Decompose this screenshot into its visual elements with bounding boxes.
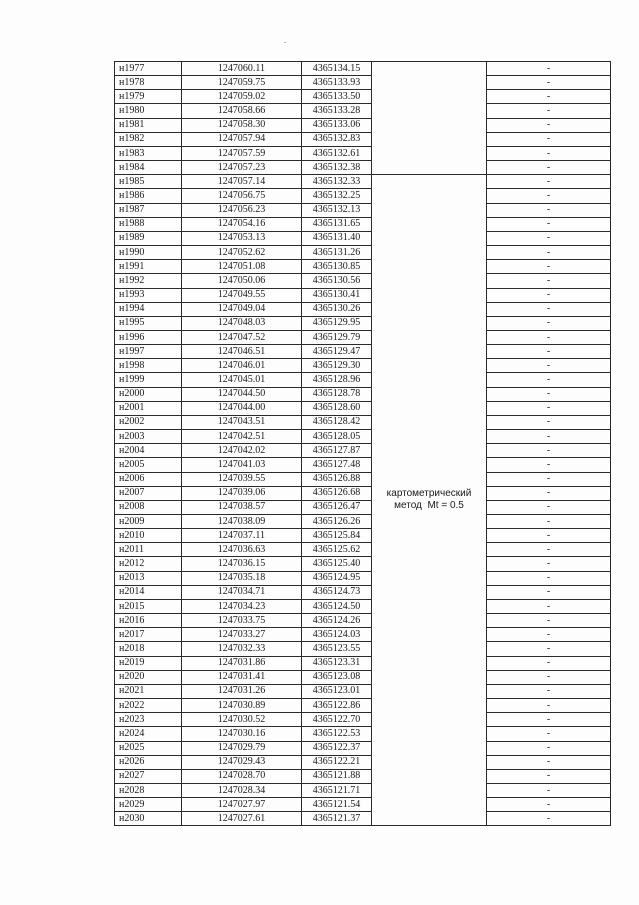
table-row [115, 741, 611, 755]
x-coordinate-cell: 1247058.66 [182, 104, 302, 118]
x-coordinate-cell: 1247035.18 [182, 571, 302, 585]
x-coordinate-cell: 1247038.09 [182, 515, 302, 529]
description-dash-cell: - [487, 458, 611, 472]
y-coordinate-cell: 4365132.13 [302, 203, 372, 217]
y-coordinate-cell: 4365131.40 [302, 231, 372, 245]
x-coordinate-cell: 1247050.06 [182, 274, 302, 288]
point-id-cell: н1995 [115, 316, 182, 330]
description-dash-cell: - [487, 359, 611, 373]
y-coordinate-cell: 4365130.85 [302, 260, 372, 274]
point-id-cell: н2028 [115, 783, 182, 797]
x-coordinate-cell: 1247049.04 [182, 302, 302, 316]
point-id-cell: н2024 [115, 727, 182, 741]
y-coordinate-cell: 4365123.01 [302, 684, 372, 698]
x-coordinate-cell: 1247057.23 [182, 161, 302, 175]
table-row [115, 288, 611, 302]
description-dash-cell: - [487, 316, 611, 330]
table-row [115, 486, 611, 500]
x-coordinate-cell: 1247045.01 [182, 373, 302, 387]
y-coordinate-cell: 4365133.93 [302, 76, 372, 90]
x-coordinate-cell: 1247051.08 [182, 260, 302, 274]
point-id-cell: н1992 [115, 274, 182, 288]
point-id-cell: н2016 [115, 614, 182, 628]
table-row [115, 302, 611, 316]
point-id-cell: н1982 [115, 132, 182, 146]
table-row [115, 387, 611, 401]
y-coordinate-cell: 4365125.40 [302, 557, 372, 571]
table-row [115, 373, 611, 387]
y-coordinate-cell: 4365122.70 [302, 713, 372, 727]
description-dash-cell: - [487, 302, 611, 316]
y-coordinate-cell: 4365122.86 [302, 699, 372, 713]
description-dash-cell: - [487, 345, 611, 359]
point-id-cell: н1981 [115, 118, 182, 132]
x-coordinate-cell: 1247044.00 [182, 401, 302, 415]
table-row [115, 755, 611, 769]
description-dash-cell: - [487, 62, 611, 76]
y-coordinate-cell: 4365132.33 [302, 175, 372, 189]
table-row [115, 472, 611, 486]
y-coordinate-cell: 4365129.79 [302, 330, 372, 344]
description-dash-cell: - [487, 599, 611, 613]
x-coordinate-cell: 1247033.75 [182, 614, 302, 628]
point-id-cell: н2009 [115, 515, 182, 529]
accuracy-method-cell [372, 175, 487, 826]
table-row [115, 203, 611, 217]
coordinates-table [114, 61, 611, 826]
point-id-cell: н2030 [115, 812, 182, 826]
x-coordinate-cell: 1247048.03 [182, 316, 302, 330]
description-dash-cell: - [487, 373, 611, 387]
table-row [115, 614, 611, 628]
y-coordinate-cell: 4365121.71 [302, 783, 372, 797]
table-row [115, 783, 611, 797]
y-coordinate-cell: 4365122.21 [302, 755, 372, 769]
y-coordinate-cell: 4365130.41 [302, 288, 372, 302]
point-id-cell: н2012 [115, 557, 182, 571]
x-coordinate-cell: 1247044.50 [182, 387, 302, 401]
point-id-cell: н1983 [115, 146, 182, 160]
y-coordinate-cell: 4365133.50 [302, 90, 372, 104]
description-dash-cell: - [487, 231, 611, 245]
description-dash-cell: - [487, 515, 611, 529]
x-coordinate-cell: 1247057.59 [182, 146, 302, 160]
x-coordinate-cell: 1247057.94 [182, 132, 302, 146]
x-coordinate-cell: 1247039.55 [182, 472, 302, 486]
description-dash-cell: - [487, 486, 611, 500]
table-row [115, 62, 611, 76]
y-coordinate-cell: 4365126.88 [302, 472, 372, 486]
y-coordinate-cell: 4365126.68 [302, 486, 372, 500]
table-row [115, 812, 611, 826]
table-row [115, 316, 611, 330]
y-coordinate-cell: 4365124.26 [302, 614, 372, 628]
y-coordinate-cell: 4365124.73 [302, 585, 372, 599]
description-dash-cell: - [487, 132, 611, 146]
x-coordinate-cell: 1247052.62 [182, 246, 302, 260]
accuracy-method-cell-empty [372, 62, 487, 175]
y-coordinate-cell: 4365123.31 [302, 656, 372, 670]
point-id-cell: н2014 [115, 585, 182, 599]
description-dash-cell: - [487, 217, 611, 231]
table-row [115, 231, 611, 245]
x-coordinate-cell: 1247036.15 [182, 557, 302, 571]
point-id-cell: н1994 [115, 302, 182, 316]
description-dash-cell: - [487, 161, 611, 175]
table-row [115, 274, 611, 288]
table-row [115, 430, 611, 444]
y-coordinate-cell: 4365129.30 [302, 359, 372, 373]
point-id-cell: н2007 [115, 486, 182, 500]
x-coordinate-cell: 1247043.51 [182, 415, 302, 429]
x-coordinate-cell: 1247053.13 [182, 231, 302, 245]
description-dash-cell: - [487, 260, 611, 274]
point-id-cell: н2003 [115, 430, 182, 444]
table-row [115, 571, 611, 585]
x-coordinate-cell: 1247056.75 [182, 189, 302, 203]
table-row [115, 585, 611, 599]
description-dash-cell: - [487, 415, 611, 429]
x-coordinate-cell: 1247027.61 [182, 812, 302, 826]
table-row [115, 628, 611, 642]
table-row [115, 415, 611, 429]
table-row [115, 217, 611, 231]
table-row [115, 104, 611, 118]
description-dash-cell: - [487, 571, 611, 585]
description-dash-cell: - [487, 585, 611, 599]
description-dash-cell: - [487, 699, 611, 713]
point-id-cell: н1988 [115, 217, 182, 231]
description-dash-cell: - [487, 812, 611, 826]
table-row [115, 599, 611, 613]
description-dash-cell: - [487, 741, 611, 755]
description-dash-cell: - [487, 713, 611, 727]
description-dash-cell: - [487, 529, 611, 543]
table-row [115, 699, 611, 713]
point-id-cell: н1979 [115, 90, 182, 104]
y-coordinate-cell: 4365125.84 [302, 529, 372, 543]
point-id-cell: н1986 [115, 189, 182, 203]
y-coordinate-cell: 4365128.05 [302, 430, 372, 444]
table-row [115, 345, 611, 359]
table-row [115, 161, 611, 175]
x-coordinate-cell: 1247059.75 [182, 76, 302, 90]
table-row [115, 798, 611, 812]
table-row [115, 189, 611, 203]
table-row [115, 260, 611, 274]
point-id-cell: н2000 [115, 387, 182, 401]
y-coordinate-cell: 4365132.61 [302, 146, 372, 160]
x-coordinate-cell: 1247029.43 [182, 755, 302, 769]
description-dash-cell: - [487, 246, 611, 260]
description-dash-cell: - [487, 755, 611, 769]
table-row [115, 330, 611, 344]
x-coordinate-cell: 1247031.86 [182, 656, 302, 670]
scan-speck [284, 42, 286, 43]
description-dash-cell: - [487, 472, 611, 486]
y-coordinate-cell: 4365121.37 [302, 812, 372, 826]
table-row [115, 515, 611, 529]
table-row [115, 359, 611, 373]
x-coordinate-cell: 1247031.41 [182, 670, 302, 684]
point-id-cell: н2010 [115, 529, 182, 543]
y-coordinate-cell: 4365132.25 [302, 189, 372, 203]
description-dash-cell: - [487, 430, 611, 444]
point-id-cell: н2020 [115, 670, 182, 684]
description-dash-cell: - [487, 727, 611, 741]
description-dash-cell: - [487, 76, 611, 90]
point-id-cell: н2005 [115, 458, 182, 472]
description-dash-cell: - [487, 118, 611, 132]
x-coordinate-cell: 1247030.52 [182, 713, 302, 727]
description-dash-cell: - [487, 203, 611, 217]
y-coordinate-cell: 4365128.60 [302, 401, 372, 415]
point-id-cell: н2018 [115, 642, 182, 656]
description-dash-cell: - [487, 614, 611, 628]
point-id-cell: н2027 [115, 769, 182, 783]
y-coordinate-cell: 4365130.26 [302, 302, 372, 316]
table-row [115, 656, 611, 670]
point-id-cell: н1987 [115, 203, 182, 217]
table-row [115, 529, 611, 543]
description-dash-cell: - [487, 175, 611, 189]
point-id-cell: н2011 [115, 543, 182, 557]
table-row [115, 713, 611, 727]
table-row [115, 146, 611, 160]
point-id-cell: н2015 [115, 599, 182, 613]
table-row [115, 727, 611, 741]
point-id-cell: н2022 [115, 699, 182, 713]
description-dash-cell: - [487, 642, 611, 656]
table-row [115, 118, 611, 132]
y-coordinate-cell: 4365133.28 [302, 104, 372, 118]
point-id-cell: н1998 [115, 359, 182, 373]
y-coordinate-cell: 4365124.95 [302, 571, 372, 585]
x-coordinate-cell: 1247028.34 [182, 783, 302, 797]
point-id-cell: н1996 [115, 330, 182, 344]
y-coordinate-cell: 4365127.48 [302, 458, 372, 472]
x-coordinate-cell: 1247032.33 [182, 642, 302, 656]
y-coordinate-cell: 4365121.88 [302, 769, 372, 783]
table-row [115, 175, 611, 189]
x-coordinate-cell: 1247037.11 [182, 529, 302, 543]
point-id-cell: н1991 [115, 260, 182, 274]
point-id-cell: н1978 [115, 76, 182, 90]
description-dash-cell: - [487, 387, 611, 401]
point-id-cell: н2001 [115, 401, 182, 415]
point-id-cell: н2021 [115, 684, 182, 698]
point-id-cell: н1993 [115, 288, 182, 302]
point-id-cell: н1980 [115, 104, 182, 118]
y-coordinate-cell: 4365130.56 [302, 274, 372, 288]
y-coordinate-cell: 4365121.54 [302, 798, 372, 812]
point-id-cell: н2006 [115, 472, 182, 486]
description-dash-cell: - [487, 670, 611, 684]
point-id-cell: н2026 [115, 755, 182, 769]
point-id-cell: н2019 [115, 656, 182, 670]
point-id-cell: н1990 [115, 246, 182, 260]
point-id-cell: н2025 [115, 741, 182, 755]
description-dash-cell: - [487, 543, 611, 557]
y-coordinate-cell: 4365133.06 [302, 118, 372, 132]
x-coordinate-cell: 1247057.14 [182, 175, 302, 189]
x-coordinate-cell: 1247038.57 [182, 500, 302, 514]
description-dash-cell: - [487, 656, 611, 670]
point-id-cell: н1989 [115, 231, 182, 245]
x-coordinate-cell: 1247029.79 [182, 741, 302, 755]
x-coordinate-cell: 1247058.30 [182, 118, 302, 132]
table-row [115, 444, 611, 458]
description-dash-cell: - [487, 500, 611, 514]
table-row [115, 642, 611, 656]
table-row [115, 458, 611, 472]
y-coordinate-cell: 4365131.26 [302, 246, 372, 260]
x-coordinate-cell: 1247031.26 [182, 684, 302, 698]
table-row [115, 670, 611, 684]
table-row [115, 90, 611, 104]
y-coordinate-cell: 4365134.15 [302, 62, 372, 76]
x-coordinate-cell: 1247042.02 [182, 444, 302, 458]
y-coordinate-cell: 4365127.87 [302, 444, 372, 458]
point-id-cell: н2008 [115, 500, 182, 514]
table-row [115, 543, 611, 557]
y-coordinate-cell: 4365128.96 [302, 373, 372, 387]
x-coordinate-cell: 1247027.97 [182, 798, 302, 812]
point-id-cell: н1999 [115, 373, 182, 387]
description-dash-cell: - [487, 798, 611, 812]
description-dash-cell: - [487, 189, 611, 203]
table-row [115, 401, 611, 415]
method-label-line2: метод Mt = 0.5 [394, 500, 464, 512]
description-dash-cell: - [487, 274, 611, 288]
x-coordinate-cell: 1247041.03 [182, 458, 302, 472]
x-coordinate-cell: 1247030.16 [182, 727, 302, 741]
x-coordinate-cell: 1247046.51 [182, 345, 302, 359]
table-row [115, 500, 611, 514]
x-coordinate-cell: 1247042.51 [182, 430, 302, 444]
x-coordinate-cell: 1247060.11 [182, 62, 302, 76]
description-dash-cell: - [487, 444, 611, 458]
x-coordinate-cell: 1247036.63 [182, 543, 302, 557]
y-coordinate-cell: 4365126.26 [302, 515, 372, 529]
y-coordinate-cell: 4365122.53 [302, 727, 372, 741]
y-coordinate-cell: 4365128.78 [302, 387, 372, 401]
y-coordinate-cell: 4365122.37 [302, 741, 372, 755]
point-id-cell: н2002 [115, 415, 182, 429]
y-coordinate-cell: 4365123.55 [302, 642, 372, 656]
x-coordinate-cell: 1247030.89 [182, 699, 302, 713]
description-dash-cell: - [487, 90, 611, 104]
x-coordinate-cell: 1247028.70 [182, 769, 302, 783]
y-coordinate-cell: 4365129.47 [302, 345, 372, 359]
y-coordinate-cell: 4365124.03 [302, 628, 372, 642]
x-coordinate-cell: 1247046.01 [182, 359, 302, 373]
description-dash-cell: - [487, 684, 611, 698]
method-label-line1: картометрический [386, 488, 472, 500]
x-coordinate-cell: 1247059.02 [182, 90, 302, 104]
y-coordinate-cell: 4365132.83 [302, 132, 372, 146]
x-coordinate-cell: 1247054.16 [182, 217, 302, 231]
y-coordinate-cell: 4365125.62 [302, 543, 372, 557]
y-coordinate-cell: 4365126.47 [302, 500, 372, 514]
y-coordinate-cell: 4365123.08 [302, 670, 372, 684]
description-dash-cell: - [487, 769, 611, 783]
point-id-cell: н2013 [115, 571, 182, 585]
point-id-cell: н1984 [115, 161, 182, 175]
y-coordinate-cell: 4365131.65 [302, 217, 372, 231]
description-dash-cell: - [487, 557, 611, 571]
description-dash-cell: - [487, 401, 611, 415]
point-id-cell: н2017 [115, 628, 182, 642]
point-id-cell: н2029 [115, 798, 182, 812]
table-row [115, 76, 611, 90]
x-coordinate-cell: 1247047.52 [182, 330, 302, 344]
description-dash-cell: - [487, 146, 611, 160]
point-id-cell: н1997 [115, 345, 182, 359]
table-row [115, 769, 611, 783]
description-dash-cell: - [487, 288, 611, 302]
x-coordinate-cell: 1247056.23 [182, 203, 302, 217]
point-id-cell: н1985 [115, 175, 182, 189]
y-coordinate-cell: 4365128.42 [302, 415, 372, 429]
y-coordinate-cell: 4365129.95 [302, 316, 372, 330]
y-coordinate-cell: 4365124.50 [302, 599, 372, 613]
description-dash-cell: - [487, 628, 611, 642]
table-row [115, 684, 611, 698]
x-coordinate-cell: 1247034.71 [182, 585, 302, 599]
coordinates-table-body [115, 62, 611, 826]
x-coordinate-cell: 1247049.55 [182, 288, 302, 302]
point-id-cell: н2023 [115, 713, 182, 727]
point-id-cell: н2004 [115, 444, 182, 458]
x-coordinate-cell: 1247033.27 [182, 628, 302, 642]
point-id-cell: н1977 [115, 62, 182, 76]
description-dash-cell: - [487, 783, 611, 797]
table-row [115, 557, 611, 571]
x-coordinate-cell: 1247034.23 [182, 599, 302, 613]
description-dash-cell: - [487, 104, 611, 118]
description-dash-cell: - [487, 330, 611, 344]
table-row [115, 246, 611, 260]
y-coordinate-cell: 4365132.38 [302, 161, 372, 175]
x-coordinate-cell: 1247039.06 [182, 486, 302, 500]
table-row [115, 132, 611, 146]
